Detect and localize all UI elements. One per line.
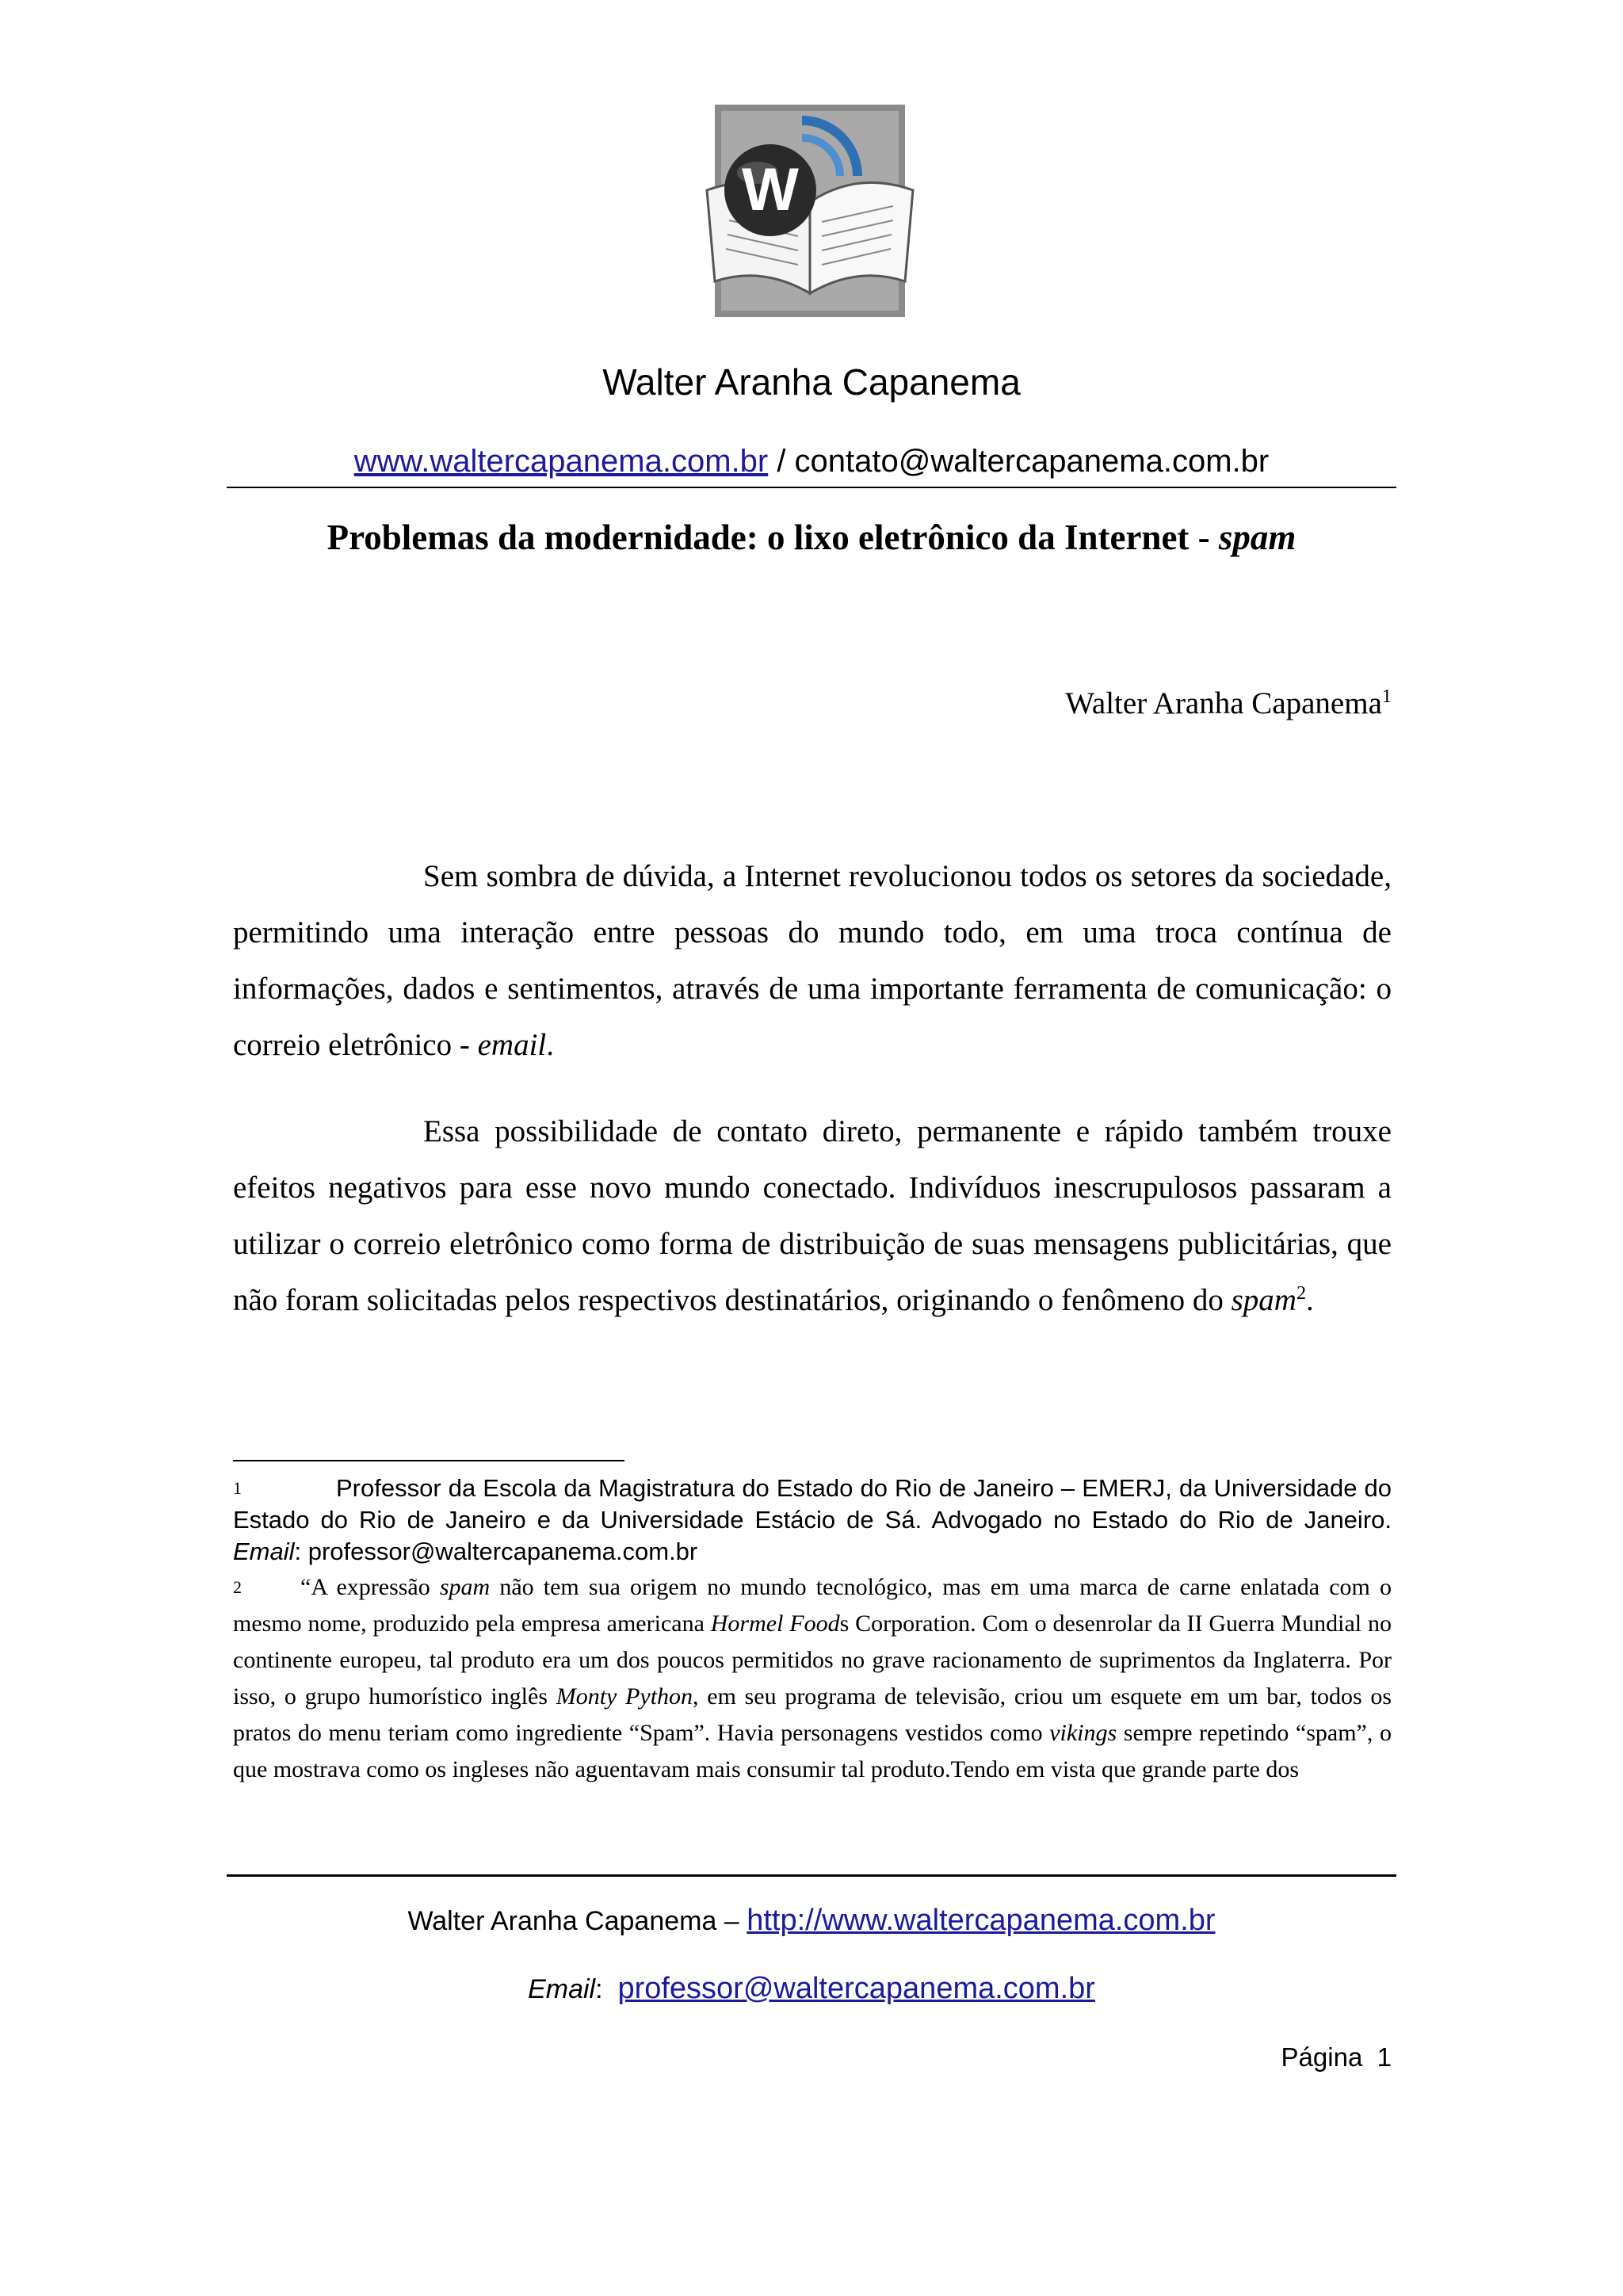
footnote-text: , em seu programa de televisão, criou um esquete em um bar, todos os pratos do menu teriam como ingrediente “Spam”. Havia personagens vestidos como [233, 1683, 1392, 1746]
page-label: Página [1281, 2042, 1377, 2072]
paragraph-italic: spam [1231, 1283, 1296, 1317]
footnote-text: não tem sua origem no mundo tecnológico, mas em uma marca de carne enlatada com o mesmo nome, produzido pela empresa americana [233, 1574, 1392, 1637]
footer-email-link[interactable]: professor@waltercapanema.com.br [617, 1972, 1095, 2005]
logo-letter: W [742, 156, 799, 223]
byline-author: Walter Aranha Capanema [1065, 686, 1382, 720]
header-website-link[interactable]: www.waltercapanema.com.br [353, 444, 769, 479]
footnote-text: sempre repetindo “spam”, o que mostrava como os ingleses não aguentavam mais consumir tal produto.Tendo em vista que grande parte dos [233, 1720, 1392, 1782]
footer-site-link[interactable]: http://www.waltercapanema.com.br [747, 1904, 1216, 1937]
footnote-text: “A expressão [300, 1574, 440, 1600]
footnote-email: : professor@waltercapanema.com.br [294, 1538, 698, 1565]
paragraph-end: . [546, 1028, 554, 1062]
page-number-value: 1 [1377, 2042, 1392, 2072]
footnote-italic: spam [439, 1574, 491, 1600]
footer-email-line [0, 1972, 1623, 2006]
footnote-number: 1 [233, 1478, 242, 1498]
document-title [0, 517, 1623, 558]
byline [1065, 686, 1392, 721]
footnote-italic: vikings [1049, 1720, 1117, 1746]
footnote-italic: Monty Python [556, 1683, 693, 1710]
paragraph-end: . [1306, 1283, 1314, 1317]
footer-email-separator: : [595, 1974, 618, 2004]
body-paragraph-1 [233, 848, 1392, 1073]
footer-divider [227, 1874, 1396, 1877]
footnote-email-label: Email [233, 1538, 295, 1565]
footer-email-label: Email [528, 1974, 596, 2004]
footnote-italic: Hormel Food [710, 1610, 840, 1637]
header-contact-email: contato@waltercapanema.com.br [794, 444, 1270, 479]
footnote-text: Professor da Escola da Magistratura do Estado do Rio de Janeiro – EMERJ, da Universidade do Estado do Rio de Janeiro e da Universidade Estácio de Sá. Advogado no Estado do Rio de Janeiro. [233, 1474, 1392, 1534]
site-logo [691, 95, 929, 325]
footnote-2 [233, 1569, 1392, 1788]
body-paragraph-2 [233, 1103, 1392, 1328]
paragraph-text: Essa possibilidade de contato direto, permanente e rápido também trouxe efeitos negativos para esse novo mundo conectado. Indivíduos inescrupulosos passaram a utilizar o correio eletrônico como forma de distribuição de suas mensagens publicitárias, que não foram solicitadas pelos respectivos destinatários, originando o fenômeno do [233, 1114, 1392, 1317]
header-separator: / [768, 444, 795, 479]
paragraph-text: Sem sombra de dúvida, a Internet revolucionou todos os setores da sociedade, permitindo uma interação entre pessoas do mundo todo, em uma troca contínua de informações, dados e sentimentos, através de uma importante ferramenta de comunicação: o correio eletrônico - [233, 859, 1392, 1062]
footnote-ref-2[interactable]: 2 [1296, 1282, 1307, 1304]
page-number [1281, 2042, 1392, 2073]
footnote-ref-1[interactable]: 1 [1381, 686, 1392, 707]
header-links [0, 444, 1623, 479]
header-author-name: Walter Aranha Capanema [602, 361, 1021, 403]
footnote-separator [233, 1460, 624, 1461]
footer-author-line [0, 1904, 1623, 1938]
title-text: Problemas da modernidade: o lixo eletrônico da Internet - [327, 518, 1219, 557]
footnote-text: s Corporation. Com o desenrolar da II Guerra Mundial no continente europeu, tal produto era um dos poucos permitidos no grave racionamento de suprimentos da Inglaterra. Por isso, o grupo humorístico inglês [233, 1610, 1392, 1710]
paragraph-italic: email [477, 1028, 547, 1062]
title-italic: spam [1218, 518, 1296, 557]
header-divider [227, 487, 1396, 488]
footnote-number: 2 [233, 1577, 242, 1597]
footer-author: Walter Aranha Capanema – [407, 1906, 747, 1936]
footnote-1 [233, 1473, 1392, 1568]
